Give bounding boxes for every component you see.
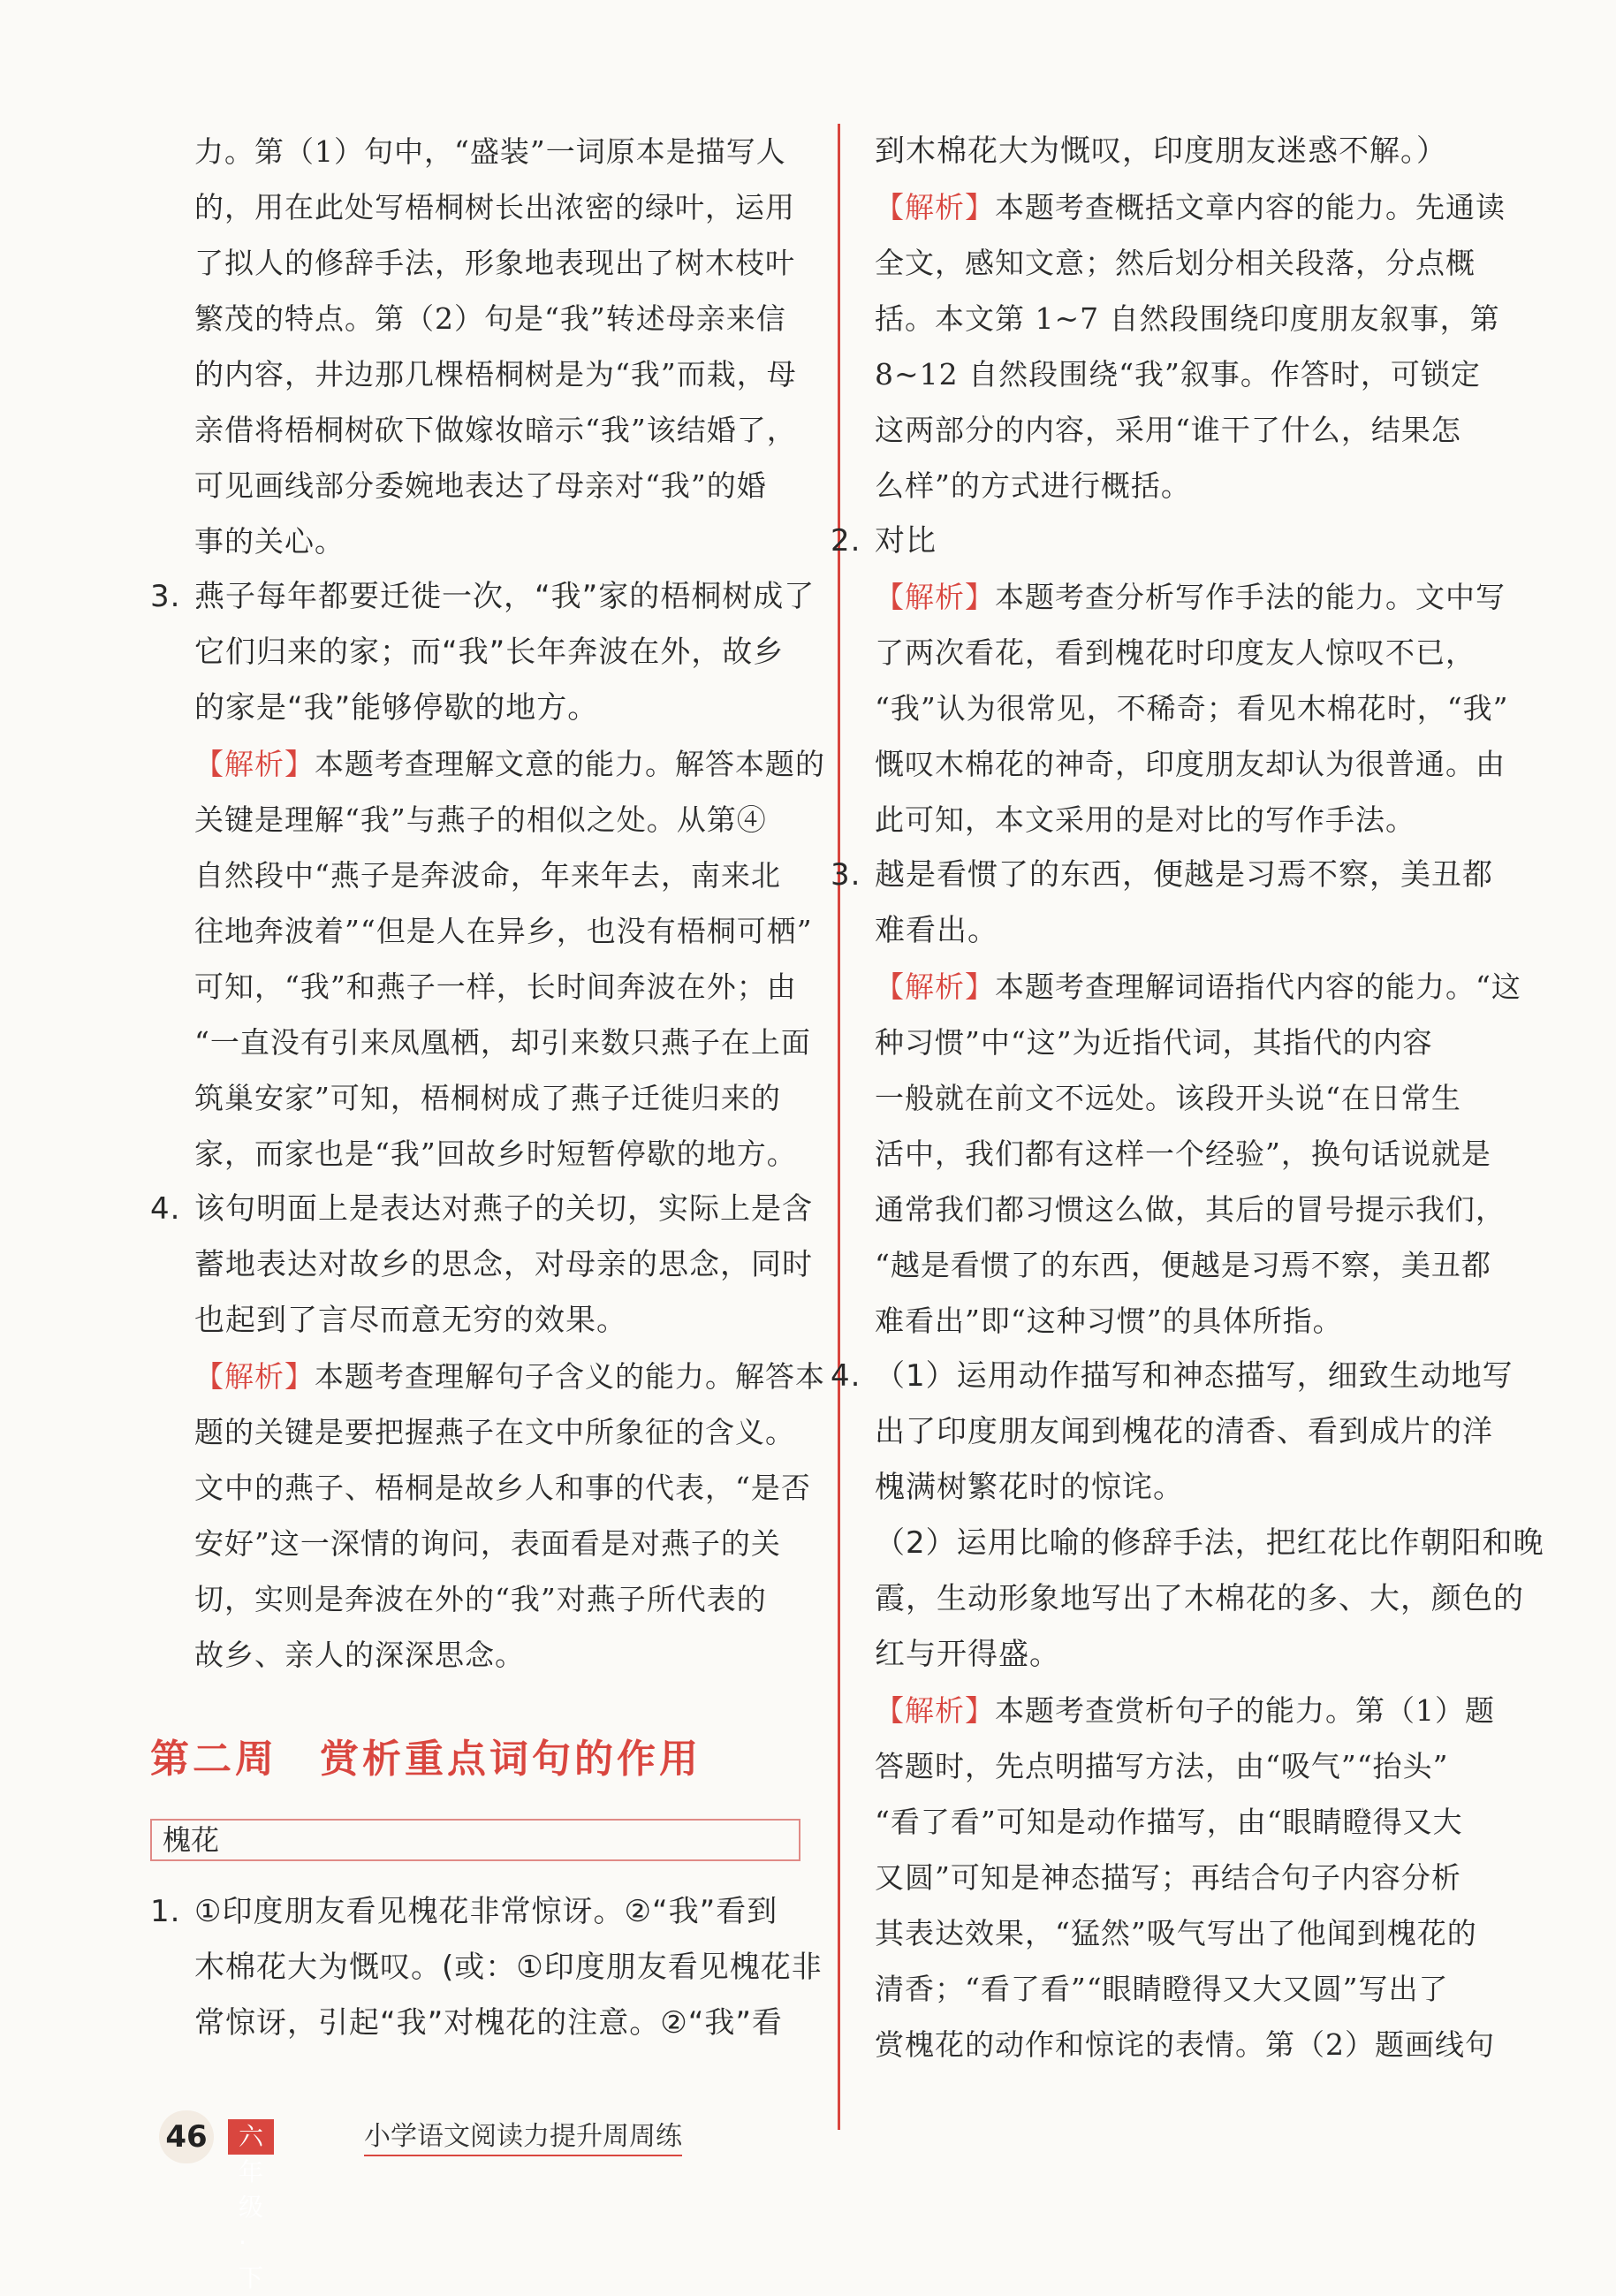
left-column: [150, 124, 825, 2051]
analysis-line: “我”认为很常见，不稀奇；看见木棉花时，“我”: [875, 691, 1509, 726]
answer-line: 难看出。: [875, 913, 998, 948]
text-line: 的内容，井边那几棵梧桐树是为“我”而栽，母: [194, 357, 797, 392]
analysis-line: 难看出”即“这种习惯”的具体所指。: [875, 1304, 1343, 1338]
text-line: 可见画线部分委婉地表达了母亲对“我”的婚: [194, 468, 767, 503]
analysis-line: 其表达效果，“猛然”吸气写出了他闻到槐花的: [875, 1916, 1477, 1950]
question-number: 3.: [831, 857, 861, 893]
answer-line: 4. 该句明面上是表达对燕子的关切，实际上是含: [150, 1182, 804, 1237]
analysis-line: “越是看惯了的东西，便越是习焉不察，美丑都: [875, 1248, 1491, 1282]
analysis-line: 慨叹木棉花的神奇，印度朋友却认为很普通。由: [875, 747, 1506, 781]
analysis-line: 又圆”可知是神态描写；再结合句子内容分析: [875, 1860, 1461, 1895]
analysis-line: 这两部分的内容，采用“谁干了什么，结果怎: [875, 413, 1461, 447]
question-number: 4.: [831, 1358, 861, 1394]
analysis-line: 可知，“我”和燕子一样，长时间奔波在外；由: [194, 969, 797, 1004]
analysis-line: 么样”的方式进行概括。: [875, 468, 1191, 503]
page-number: 46: [159, 2110, 214, 2163]
analysis-tag: 【解析】: [194, 747, 315, 781]
analysis-line: 【解析】本题考查概括文章内容的能力。先通读: [875, 190, 1506, 224]
answer-line: 蓄地表达对故乡的思念，对母亲的思念，同时: [194, 1247, 813, 1282]
answer-line: 霞，生动形象地写出了木棉花的多、大，颜色的: [875, 1581, 1524, 1616]
text-line: 了拟人的修辞手法，形象地表现出了树木枝叶: [194, 246, 795, 280]
analysis-line: 【解析】本题考查理解词语指代内容的能力。“这: [875, 969, 1521, 1004]
analysis-1: [875, 179, 1529, 513]
analysis-line: “一直没有引来凤凰栖，却引来数只燕子在上面: [194, 1025, 811, 1060]
section-title: [150, 1727, 804, 1783]
section-week: 第二周: [150, 1737, 277, 1782]
analysis-line: 安好”这一深情的询问，表面看是对燕子的关: [194, 1526, 781, 1561]
answer-line: 也起到了言尽而意无穷的效果。: [194, 1303, 627, 1338]
question-number: 3.: [150, 579, 181, 614]
analysis-line: 往地奔波着”“但是人在异乡，也没有梧桐可栖”: [194, 914, 813, 948]
answer-line: （2）运用比喻的修辞手法，把红花比作朝阳和晚: [875, 1525, 1544, 1561]
analysis-tag: 【解析】: [875, 580, 995, 614]
text-line: 的，用在此处写梧桐树长出浓密的绿叶，运用: [194, 190, 795, 224]
analysis-line: 切，实则是奔波在外的“我”对燕子所代表的: [194, 1582, 767, 1616]
question-4-right: [831, 1349, 1544, 2072]
answer-line: 的家是“我”能够停歇的地方。: [194, 690, 599, 726]
book-title: 小学语文阅读力提升周周练: [364, 2119, 682, 2156]
analysis-line: 文中的燕子、梧桐是故乡人和事的代表，“是否: [194, 1471, 811, 1505]
question-number: 1.: [150, 1894, 181, 1929]
analysis-line: 题的关键是要把握燕子在文中所象征的含义。: [194, 1415, 795, 1449]
analysis-tag: 【解析】: [875, 1693, 995, 1728]
analysis-line: 【解析】本题考查理解文意的能力。解答本题的: [194, 747, 825, 781]
text-line: 繁茂的特点。第（2）句是“我”转述母亲来信: [194, 301, 786, 336]
analysis-tag: 【解析】: [875, 190, 995, 224]
analysis-line: 筑巢安家”可知，梧桐树成了燕子迁徙归来的: [194, 1081, 781, 1115]
answer-line: 它们归来的家；而“我”长年奔波在外，故乡: [194, 635, 785, 670]
question-3-right: [831, 848, 1529, 1349]
analysis-line: 一般就在前文不远处。该段开头说“在日常生: [875, 1081, 1461, 1115]
question-2: [831, 513, 1529, 848]
text-line: 事的关心。: [194, 524, 345, 559]
answer-line: 出了印度朋友闻到槐花的清香、看到成片的洋: [875, 1414, 1493, 1449]
analysis-line: 全文，感知文意；然后划分相关段落，分点概: [875, 246, 1476, 280]
text-line: 力。第（1）句中，“盛装”一词原本是描写人: [194, 134, 786, 169]
answer-line: 槐满树繁花时的惊诧。: [875, 1470, 1184, 1505]
analysis-line: 种习惯”中“这”为近指代词，其指代的内容: [875, 1025, 1433, 1060]
question-number: 4.: [150, 1191, 181, 1227]
analysis-line: 赏槐花的动作和惊诧的表情。第（2）题画线句: [875, 2027, 1495, 2062]
answer-line: 4. （1）运用动作描写和神态描写，细致生动地写: [831, 1349, 1529, 1404]
answer-line: 3. 越是看惯了的东西，便越是习焉不察，美丑都: [831, 848, 1529, 903]
article-title-box: 槐花: [150, 1819, 800, 1861]
column-divider: [838, 124, 840, 2130]
question-3: [150, 569, 825, 1182]
paragraph-continued: [150, 124, 804, 569]
analysis-line: 【解析】本题考查理解句子含义的能力。解答本: [194, 1359, 825, 1394]
text-line: 亲借将梧桐树砍下做嫁妆暗示“我”该结婚了，: [194, 413, 797, 447]
answer-line: 红与开得盛。: [875, 1637, 1060, 1672]
answer-line: 1. ①印度朋友看见槐花非常惊讶。②“我”看到: [150, 1884, 804, 1940]
analysis-line: 家，而家也是“我”回故乡时短暂停歇的地方。: [194, 1137, 797, 1171]
question-1: [150, 1884, 823, 2051]
analysis-tag: 【解析】: [875, 969, 995, 1004]
analysis-line: 活中，我们都有这样一个经验”，换句话说就是: [875, 1137, 1491, 1171]
analysis-line: “看了看”可知是动作描写，由“眼睛瞪得又大: [875, 1805, 1463, 1839]
answer-line: 2. 对比: [831, 513, 1529, 569]
analysis-line: 【解析】本题考查赏析句子的能力。第（1）题: [875, 1693, 1495, 1728]
section-heading: 赏析重点词句的作用: [320, 1737, 702, 1782]
analysis-line: 括。本文第 1~7 自然段围绕印度朋友叙事，第: [875, 301, 1500, 336]
question-number: 2.: [831, 523, 861, 559]
right-column: [831, 124, 1544, 2072]
analysis-line: 自然段中“燕子是奔波命，年来年去，南来北: [194, 858, 781, 893]
analysis-line: 故乡、亲人的深深思念。: [194, 1638, 525, 1672]
analysis-line: 8~12 自然段围绕“我”叙事。作答时，可锁定: [875, 357, 1481, 392]
grade-badge: 六年级·下: [228, 2119, 274, 2155]
answer-line: 木棉花大为慨叹。(或：①印度朋友看见槐花非: [194, 1950, 823, 1985]
analysis-line: 答题时，先点明描写方法，由“吸气”“抬头”: [875, 1749, 1449, 1783]
analysis-line: 【解析】本题考查分析写作手法的能力。文中写: [875, 580, 1506, 614]
answer-line: 3. 燕子每年都要迁徙一次，“我”家的梧桐树成了: [150, 569, 804, 625]
analysis-line: 清香；“看了看”“眼睛瞪得又大又圆”写出了: [875, 1972, 1449, 2006]
analysis-line: 此可知，本文采用的是对比的写作手法。: [875, 802, 1415, 837]
question-4: [150, 1182, 825, 1683]
analysis-line: 了两次看花，看到槐花时印度友人惊叹不已，: [875, 635, 1476, 670]
answer-continued: 到木棉花大为慨叹，印度朋友迷惑不解。）: [875, 133, 1447, 169]
answer-line: 常惊讶，引起“我”对槐花的注意。②“我”看: [194, 2005, 783, 2041]
analysis-line: 关键是理解“我”与燕子的相似之处。从第④: [194, 802, 767, 837]
analysis-tag: 【解析】: [194, 1359, 315, 1394]
analysis-line: 通常我们都习惯这么做，其后的冒号提示我们，: [875, 1192, 1506, 1227]
